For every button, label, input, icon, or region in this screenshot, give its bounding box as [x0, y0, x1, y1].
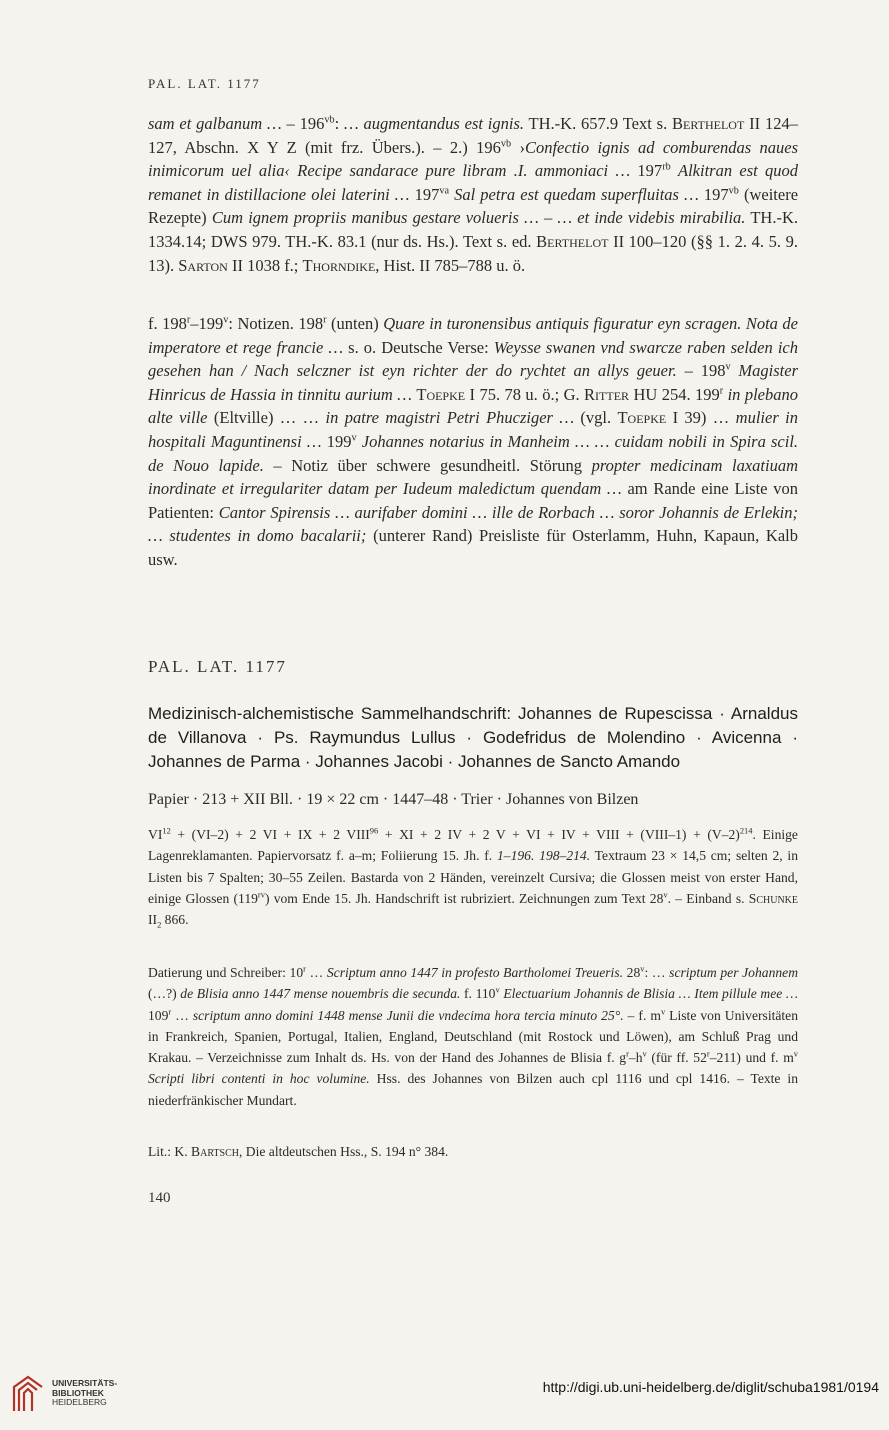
italic-run: Confectio ignis ad comburendas naues inimicorum uel alia‹ Recipe sandarace pure libram .I. ammoniaci … [148, 137, 798, 181]
text-run: (vgl. [574, 408, 618, 428]
italic-run: 1–196. 198–214. [496, 848, 591, 864]
italic-run: Scripti libri contenti in hoc volumine. [148, 1071, 370, 1087]
dating-paragraph [148, 962, 798, 1111]
text-run: II 100–120 (§§ 1. 2. 4. 5. 9. 13). [148, 231, 798, 275]
superscript: v [793, 1048, 799, 1059]
section-heading: PAL. LAT. 1177 [148, 657, 287, 676]
superscript: v [725, 361, 731, 373]
text-run: ) vom Ende 15. Jh. Handschrift ist rubriziert. Zeichnungen zum Text 28 [264, 890, 664, 906]
italic-run: Magister Hinricus de Hassia in tinnitu aurium … [148, 361, 799, 404]
italic-run: Electuarium Johannis de Blisia … Item pillule mee … [503, 986, 798, 1002]
text-run: + XI + 2 IV + 2 V + VI + IV + VIII + (VIII–1) + (V–2) [378, 827, 740, 842]
superscript: rv [257, 889, 265, 900]
superscript: r [706, 1048, 710, 1059]
text-run: II [148, 912, 158, 928]
italic-run: propter medicinam laxatiuam inordinate et irregulariter datam per Iudeum maledictum quendam … [148, 455, 798, 499]
superscript: 96 [369, 825, 379, 836]
small-caps-run: Berthelot [672, 114, 745, 133]
text-run: › [511, 137, 525, 157]
superscript: 12 [162, 825, 171, 836]
superscript: 214 [739, 825, 753, 836]
text-run: f. 110 [460, 986, 496, 1002]
text-run: –h [628, 1050, 643, 1066]
superscript: rb [662, 161, 671, 173]
text-run: 199 [321, 431, 352, 451]
italic-run: Alkitran est quod remanet in distillacione olei laterini … [148, 161, 799, 204]
superscript: va [439, 185, 449, 197]
superscript: r [303, 963, 306, 974]
text-run: , Hist. II 785–788 u. ö. [375, 255, 526, 275]
text-run: f. 198 [148, 314, 187, 333]
collation-paragraph [148, 824, 798, 930]
text-run: 866. [161, 912, 189, 928]
text-run: (unterer Rand) Preisliste für Osterlamm, Huhn, Kapaun, Kalb usw. [148, 526, 798, 569]
superscript: v [351, 432, 357, 444]
text-run: –199 [190, 314, 224, 333]
text-run: … [305, 965, 327, 980]
text-run: . – Einband s. [667, 890, 749, 906]
paragraph-recipes [148, 112, 798, 277]
text-run: –211) und f. m [709, 1050, 794, 1066]
text-run: s. o. Deutsche Verse: [343, 337, 494, 357]
text-run: , Die altdeutschen Hss., S. 194 n° 384. [238, 1144, 449, 1159]
library-logo-icon [10, 1373, 46, 1413]
text-run: – f. m [623, 1007, 661, 1023]
italic-run: Scriptum anno 1447 in profesto Bartholomei Treueris. [326, 965, 624, 980]
italic-run: Cantor Spirensis … aurifaber domini … ille de Rorbach … soror Johannis de Erlekin; … studentes in domo bacalarii; [148, 502, 798, 546]
library-name-line: UNIVERSITÄTS- [52, 1378, 118, 1388]
small-caps-run: Sarton [178, 255, 228, 275]
manuscript-title: Medizinisch-alchemistische Sammelhandschrift: Johannes de Rupescissa · Arnaldus de Villanova · Ps. Raymundus Lullus · Godefridus de Molendino · Avicenna · Johannes de Parma · Johannes Jacobi · Johannes de Sancto Amando [148, 704, 798, 771]
superscript: v [663, 889, 668, 900]
text-run: Liste von Universitäten in Frankreich, Spanien, Portugal, Italien, England, Deutschland (mit Rostock und Löwen), am Schluß Prag und Krakau. – Verzeichnisse zum Inhalt ds. Hs. von der Hand des Johannes de Blisia f. g [148, 1007, 799, 1066]
text-run: … [171, 1007, 193, 1023]
text-run: 196 [299, 114, 325, 133]
text-run: (weitere Rezepte) [148, 184, 799, 228]
italic-run: Quare in turonensibus antiquis figuratur eyn scragen. Nota de imperatore et rege francie … [148, 314, 798, 357]
superscript: v [223, 314, 229, 326]
small-caps-run: Thorndike [302, 255, 376, 275]
text-run: 109 [148, 1007, 169, 1023]
text-run: (Eltville) … … [207, 408, 326, 428]
text-run: Hss. des Johannes von Bilzen auch cpl 1116 und cpl 1416. – Texte in niederfränkischer Mundart. [148, 1071, 799, 1108]
text-run: 197 [630, 161, 663, 181]
text-run: (unten) [326, 314, 384, 333]
superscript: r [168, 1006, 172, 1017]
text-run: II 124–127, Abschn. X Y Z (mit frz. Übers.). – 2.) 196 [148, 114, 798, 157]
text-run: 28 [623, 965, 641, 980]
text-run: – 198 [676, 361, 726, 381]
small-caps-run: Ritter [584, 384, 630, 404]
small-caps-run: Bartsch [191, 1144, 239, 1159]
text-run: Lit.: K. [148, 1144, 192, 1159]
small-caps-run: Berthelot [536, 231, 609, 251]
literature-line [148, 1141, 798, 1162]
text-run: II 1038 f.; [227, 255, 303, 275]
text-run: HU 254. 199 [629, 384, 720, 404]
superscript: r [323, 314, 327, 326]
source-url-link[interactable]: http://digi.ub.uni-heidelberg.de/diglit/schuba1981/0194 [542, 1379, 879, 1395]
superscript: vb [500, 138, 512, 150]
small-caps-run: Schunke [748, 890, 799, 906]
text-run: Textraum 23 × 14,5 cm; selten 2, in Listen bis 7 Spalten; 30–55 Zeilen. Bastarda von 2 Händen, vereinzelt Cursiva; die Glossen meist von erster Hand, einige Glossen (119 [148, 848, 799, 906]
library-name-line: BIBLIOTHEK [52, 1387, 104, 1398]
italic-run: in patre magistri Petri Phucziger … [325, 408, 575, 428]
italic-run: in plebano alte ville [148, 384, 798, 428]
text-run: : [334, 114, 345, 133]
subscript: 2 [157, 919, 162, 930]
italic-run: de Blisia anno 1447 mense nouembris die secunda. [180, 986, 461, 1002]
page-number: 140 [148, 1190, 171, 1206]
small-caps-run: Toepke [617, 408, 667, 428]
running-head: PAL. LAT. 1177 [148, 76, 261, 91]
text-run: TH.-K. 657.9 Text s. [524, 114, 673, 133]
italic-run: … augmentandus est ignis. [344, 114, 525, 133]
text-run: I 75. 78 u. ö.; G. [465, 384, 585, 404]
text-run: : Notizen. 198 [228, 314, 324, 333]
text-run: TH.-K. 1334.14; DWS 979. TH.-K. 83.1 (nur ds. Hs.). Text s. ed. [148, 208, 798, 251]
text-run: I 39) … [666, 408, 736, 428]
text-run: : … [644, 965, 670, 980]
superscript: v [660, 1006, 666, 1017]
text-run: VI [148, 827, 163, 842]
text-run [671, 161, 678, 180]
manuscript-metadata: Papier · 213 + XII Bll. · 19 × 22 cm · 1447–48 · Trier · Johannes von Bilzen [148, 791, 639, 808]
superscript: v [642, 1048, 647, 1059]
superscript: vb [324, 114, 335, 126]
italic-run: Johannes notarius in Manheim … … cuidam nobili in Spira scil. de Nouo lapide. [148, 431, 799, 475]
superscript: v [640, 963, 645, 974]
italic-run: Sal petra est quedam superfluitas … [454, 184, 699, 204]
text-run: – Notiz über schwere gesundheitl. Störung [263, 455, 592, 475]
text-run: 197 [698, 184, 729, 204]
italic-run: sam et galbanum … – [148, 114, 300, 133]
small-caps-run: Toepke [416, 384, 466, 404]
text-run: Datierung und Schreiber: 10 [148, 965, 304, 980]
text-run: am Rande eine Liste von Patienten: [148, 479, 798, 522]
library-name-line: HEIDELBERG [52, 1397, 107, 1407]
superscript: r [186, 314, 191, 326]
italic-run: mulier in hospitali Maguntinensi … [148, 408, 798, 451]
text-run: . Einige Lagenreklamanten. Papiervorsatz f. a–m; Foliierung 15. Jh. f. [148, 827, 798, 864]
superscript: r [719, 385, 724, 397]
paragraph-notes [148, 312, 798, 572]
text-run: + (VI–2) + 2 VI + IX + 2 VIII [170, 827, 370, 842]
italic-run: scriptum per Johannem [669, 965, 799, 980]
superscript: r [626, 1048, 629, 1059]
italic-run: Cum ignem propriis manibus gestare volueris … – … et inde videbis mirabilia. [211, 208, 746, 228]
text-run: (…?) [148, 986, 181, 1002]
italic-run: scriptum anno domini 1448 mense Junii die vndecima hora tercia minuto 25°. [192, 1007, 624, 1023]
superscript: vb [728, 185, 739, 197]
italic-run: Weysse swanen vnd swarcze raben selden ich gesehen han / Nach selczner ist eyn richter der do rychtet an allys geuer. [148, 337, 799, 381]
text-run: (für ff. 52 [646, 1050, 707, 1066]
text-run: 197 [409, 184, 440, 204]
library-name [52, 1379, 117, 1408]
superscript: v [495, 984, 500, 995]
